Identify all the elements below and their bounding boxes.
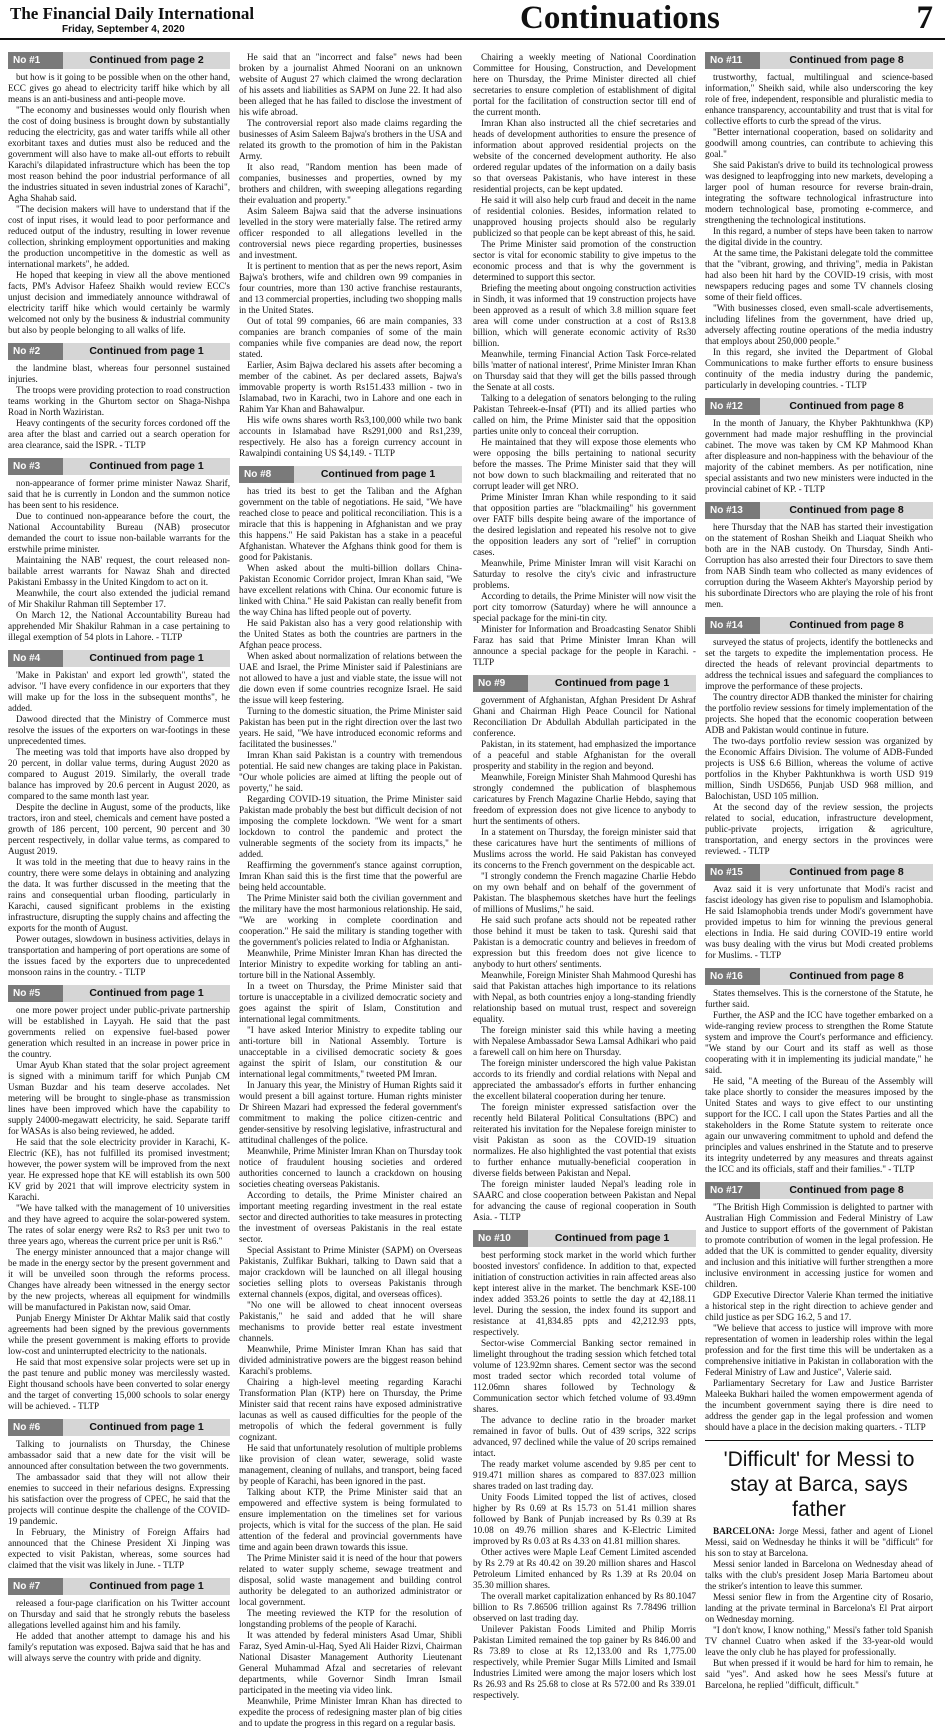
paragraph: Out of total 99 companies, 66 are main companies, 33 companies are branch companies of some of the main companies while five companies are dead now, the report stated. (239, 316, 462, 359)
continuation-header (473, 1230, 696, 1247)
paragraph: Maintaining the NAB' request, the court released non-bailable arrest warrants for Nawaz Shah and directed Pakistani Embassy in the United Kingdom to act on it. (8, 555, 230, 587)
paragraph: The Prime Minister said it is need of the hour that powers related to water supply scheme, sewage treatment and disposal, solid waste management and building control authority be delegated to an authorized administrator or local government. (239, 1553, 462, 1607)
paragraph: Dawood directed that the Ministry of Commerce must resolve the issues of the exporters on war-footings in these unprecedented times. (8, 714, 230, 746)
paragraph: Minister for Information and Broadcasting Senator Shibli Faraz has said that Prime Minister Imran Khan will announce a special package for the people in Karachi. - TLTP (473, 624, 696, 667)
story-number: No #10 (473, 1230, 528, 1247)
story-number: No #15 (705, 864, 760, 881)
paragraph: trustworthy, factual, multilingual and science-based information," Sheikh said, while also underscoring the key role of free, independent, responsible and pluralistic media to enhance transparency, accountability and trust that is vital for collective efforts to curb the spread of the virus. (705, 72, 933, 126)
story-number: No #8 (239, 466, 294, 483)
paragraph (705, 1526, 933, 1559)
continued-from-label: Continued from page 8 (760, 617, 933, 634)
continuation-no1 (8, 52, 230, 336)
paragraph: His wife owns shares worth Rs3,100,000 while two bank accounts in Islamabad have Rs291,000 and Rs1,239, respectively. He also has a foreign currency account in Rawalpindi containing US $4,149. - TLTP (239, 415, 462, 458)
paragraph: "I don't know, I know nothing," Messi's father told Spanish TV channel Cuatro when asked if the 33-year-old would leave the only club he has played for professionally. (705, 1625, 933, 1657)
paragraph: The foreign minister lauded Nepal's leading role in SAARC and close cooperation between Pakistan and Nepal for advancing the cause of regional cooperation in South Asia. - TLTP (473, 1179, 696, 1222)
story-body (705, 72, 933, 391)
paragraph: The energy minister announced that a major change will be made in the energy sector by the present government and it will be unveiled soon through the reforms process. Changes have already been witnessed in the energy sector by the new projects, whereas all equipment for windmills will be manufactured in Pakistan now, said Omar. (8, 1247, 230, 1312)
paragraph: Chairing a weekly meeting of National Coordination Committee for Housing, Construction, and Development here on Thursday, the Prime Minister directed all chief secretaries to ensure completion of establishment of digital portal for the facilitation of construction sector till end of the current month. (473, 52, 696, 117)
paragraph-text: Jorge Messi, father and agent of Lionel Messi, said on Wednesday he thinks it will be "difficult" for his son to stay at Barcelona. (705, 1526, 934, 1558)
paragraph: In February, the Ministry of Foreign Affairs had announced that the Chinese President Xi Jinping was expected to visit Pakistan, whereas, some sources had claimed that the visit was likely in June. - TLTP (8, 1527, 230, 1570)
paragraph: Imran Khan also instructed all the chief secretaries and heads of development authorities to ensure the presence of information about approved residential projects on the website of the concerned development authority. He also ordered regular updates of the information on a daily basis so that overseas Pakistanis, who have interest in these residential projects, can be kept updated. (473, 118, 696, 194)
paragraph: Other actives were Maple Leaf Cement Limited ascended by Rs 2.79 at Rs 40.42 on 39.20 million shares and Hascol Petroleum Limited enhanced by Rs 1.39 at Rs 20.04 on 35.30 million shares. (473, 1547, 696, 1590)
paragraph: government of Afghanistan, Afghan President Dr Ashraf Ghani and Chairman High Peace Council for National Reconciliation Dr Abdullah Abdullah participated in the conference. (473, 695, 696, 738)
paragraph: On March 12, the National Accountability Bureau had apprehended Mir Shakilur Rahman in a case pertaining to illegal exemption of 54 plots in Lahore. - TLTP (8, 610, 230, 642)
paragraph: Meanwhile, Prime Minister Imran Khan has directed the Interior Ministry to expedite working for tabling an anti-torture bill in the National Assembly. (239, 948, 462, 980)
continuation-header (8, 52, 230, 69)
paragraph: But when pressed if it would be hard for him to remain, he said "yes". And asked how he sees Messi's future at Barcelona, he replied "difficult, difficult." (705, 1658, 933, 1690)
continuation-no14 (705, 617, 933, 857)
paragraph: Messi senior landed in Barcelona on Wednesday ahead of talks with the club's president Josep Maria Bartomeu about the striker's intention to leave this summer. (705, 1559, 933, 1591)
paragraph: Imran Khan said Pakistan is a country with tremendous potential. He said new changes are taking place in Pakistan. "Our whole policies are aimed at lifting the people out of poverty," he said. (239, 750, 462, 793)
paragraph: Umar Ayub Khan stated that the solar project agreement is signed with a minimum tariff for which Punjab CM Usman Buzdar and his team deserve accolades. Net metering will be brought to single-phase as transmission lines have been improved which have the capability to supply 24000-megawatt electricity, he said. Separate tariff for WASAs is also being reviewed, he added. (8, 1060, 230, 1136)
continuation-no8 (239, 466, 462, 1729)
continuation-header (8, 343, 230, 360)
continued-from-label: Continued from page 1 (528, 675, 696, 692)
story-body (239, 486, 462, 1729)
paragraph: According to details, the Prime Minister chaired an important meeting regarding investment in the real estate sector and directed authorities to take measures in protecting the investment of overseas Pakistanis in the real estate sector. (239, 1190, 462, 1244)
paragraph: It is pertinent to mention that as per the news report, Asim Bajwa's brothers, wife and children own 99 companies in four countries, more than 130 active franchise restaurants, and 13 commercial properties, including two shopping malls in the United States. (239, 261, 463, 315)
continued-from-label: Continued from page 8 (760, 968, 933, 985)
paragraph: Avaz said it is very unfortunate that Modi's racist and fascist ideology has given rise to populism and Islamophobia. He said Islamophobia trends under Modi's government have provided impetus to him for winning the previous general elections in India. He said during COVID-19 entire world was busy dealing with the virus but Modi created problems for Muslims. - TLTP (705, 884, 933, 960)
continuation-no9 (473, 675, 696, 1223)
continuation-no16 (705, 968, 933, 1175)
story-number: No #6 (8, 1419, 63, 1436)
paragraph: Meanwhile, Prime Minister Imran Khan on Thursday took notice of fraudulent housing societies and ordered authorities concerned to launch a crackdown on housing societies cheating overseas Pakistanis. (239, 1146, 462, 1189)
paragraph: Special Assistant to Prime Minister (SAPM) on Overseas Pakistanis, Zulfikar Bukhari, talking to Dawn said that a major crackdown will be launched on all illegal housing societies selling plots to overseas Pakistanis through external channels (expos, digital, and overseas offices). (239, 1245, 462, 1299)
story-number: No #1 (8, 52, 63, 69)
paragraph: The two-days portfolio review session was organized by the Economic Affairs Division. The volume of ADB-Funded projects is US$ 6.6 Billion, whereas the volume of active portfolios in the Khyber Pakhtunkhwa is worth USD 919 million, Sindh USD656, Punjab USD 968 million, and Balochistan, USD 105 million. (705, 736, 933, 801)
paragraph: The country director ADB thanked the minister for chairing the portfolio review sessions for timely implementation of the projects. She hoped that the economic cooperation between ADB and Pakistan would continue in future. (705, 692, 933, 735)
story-number: No #11 (705, 52, 760, 69)
paragraph: Heavy contingents of the security forces cordoned off the area after the blast and carried out a search operation for area clearance, said the ISPR. - TLTP (8, 418, 230, 450)
story-body (473, 1250, 696, 1701)
paragraph: Meanwhile, Prime Minister Imran Khan has said that divided administrative powers are the biggest reason behind Karachi's problems. (239, 1344, 462, 1376)
paragraph: here Thursday that the NAB has started their investigation on the statement of Roshan Sheikh and Liaquat Sheikh who both are in the NAB custody. On Thursday, Sindh Anti-Corruption has also arrested their four Directors to save them from NAB Sindh team who collected as many evidences of corruption during the Waseem Akhter's Mayorship period by his subordinate Directors who are playing the role of his front men. (705, 522, 933, 609)
continuation-header (705, 502, 933, 519)
divider (705, 1440, 933, 1441)
paragraph: the landmine blast, whereas four personnel sustained injuries. (8, 363, 230, 384)
story-body (705, 637, 933, 857)
paragraph: "The decision makers will have to understand that if the cost of input rises, it would lead to poor performance and reduced output of the industry, resulting in lower revenue collection, shrinking employment opportunities and making the production uncompetitive in the domestic as well as international markets", he added. (8, 204, 230, 269)
continued-from-label: Continued from page 1 (63, 650, 230, 667)
story-body (8, 72, 230, 336)
paragraph: Talking about KTP, the Prime Minister said that an empowered and effective system is being formulated to ensure implementation on the timelines set for various projects, which is vital for the success of the plan. He said attention of the federal and provincial governments have time and again been drawn towards this issue. (239, 1487, 462, 1552)
paragraph: Reaffirming the government's stance against corruption, Imran Khan said this is the first time that the powerful are being held accountable. (239, 860, 462, 892)
column-4 (705, 52, 934, 1690)
paragraph: non-appearance of former prime minister Nawaz Sharif, said that he is currently in London and the summon notice has been sent to his residence. (8, 478, 230, 510)
continuation-no6 (8, 1419, 230, 1571)
paragraph: In the month of January, the Khyber Pakhtunkhwa (KP) government had made major reshuffling in the provincial cabinet. The move was taken by CM KP Mahmood Khan after displeasure and non-happiness with the behaviour of the majority of the cabinet members. As per notification, nine special assistants and two new ministers were inducted in the provincial cabinet of KP. - TLTP (705, 418, 933, 494)
continuation-no11 (705, 52, 933, 391)
paragraph: Parliamentary Secretary for Law and Justice Barrister Maleeka Bukhari hailed the women empowerment agenda of the incumbent government saying there is dire need to address the gender gap in the legal profession and women should have a place in the decision making quarters. - TLTP (705, 1378, 933, 1432)
continuation-no2 (8, 343, 230, 451)
continued-from-label: Continued from page 1 (63, 458, 230, 475)
story-body (8, 670, 230, 978)
paragraph: Messi senior flew in from the Argentine city of Rosario, landing at the private terminal in Barcelona's El Prat airport on Wednesday morning. (705, 1592, 933, 1624)
continuation-no5 (8, 985, 230, 1412)
continuation-header (705, 52, 933, 69)
continuation-header (239, 466, 462, 483)
paragraph: The meeting reviewed the KTP for the resolution of longstanding problems of the people of Karachi. (239, 1608, 462, 1629)
masthead (0, 0, 945, 40)
paragraph: Asim Saleem Bajwa said that the adverse insinuations levelled in the story were materially false. The retired army officer responded to all allegations levelled in the controversial news piece regarding properties, businesses and investment. (239, 206, 462, 260)
continued-from-label: Continued from page 1 (528, 1230, 696, 1247)
story-number: No #9 (473, 675, 528, 692)
story-body (8, 1439, 230, 1571)
article-body (705, 1526, 933, 1691)
story-body (705, 418, 933, 495)
paragraph: He said that the sole electricity provider in Karachi, K-Electric (KE), has not fulfilled its promised investment; however, the power system will be improved from the next year. He expressed hope that KE will establish its own 500 KV grid by 2021 that will improve electricity system in Karachi. (8, 1137, 230, 1202)
continuation-no7 (239, 52, 462, 459)
story-body (473, 695, 696, 1223)
paragraph: Pakistan, in its statement, had emphasized the importance of a peaceful and stable Afghanistan for the overall prosperity and stability in the region and beyond. (473, 739, 696, 771)
paragraph: surveyed the status of projects, identify the bottlenecks and set the targets to expedite the implementation process. He directed the heads of relevant provincial departments to address the technical issues and safeguard the compliances to improve the performance of these projects. (705, 637, 933, 691)
column-3 (473, 52, 696, 1700)
paragraph: but how is it going to be possible when on the other hand, ECC gives go ahead to electricity tariff hike which by all means is an anti-business and anti-people move. (8, 72, 230, 104)
continuation-no13 (705, 502, 933, 610)
continuation-header (705, 617, 933, 634)
paragraph: It also read, "Random mention has been made of companies, businesses and properties, owned by my brothers and children, with sweeping allegations regarding their evaluation and property." (239, 162, 462, 205)
paragraph: Unilever Pakistan Foods Limited and Philip Morris Pakistan Limited remained the top gainer by Rs 846.00 and Rs 73.89 to close at Rs 12,133.00 and Rs 1,775.00 respectively, while Premier Sugar Mills Limited and Ismail Industries Limited were among the major losers which lost Rs 26.93 and Rs 25.68 to close at Rs 572.00 and Rs 339.01 respectively. (473, 1624, 696, 1700)
story-body (8, 478, 230, 643)
continuation-header (473, 675, 696, 692)
story-body (705, 988, 933, 1175)
paragraph: has tried its best to get the Taliban and the Afghan government on the table of negotiations. He said, "We have reached close to peace and political reconciliation. This is a miracle that this is happening in Afghanistan and we pray this happens." He said Pakistan has a stake in a peaceful Afghanistan. Whatever the Afghans think good for them is good for Pakistanis. (239, 486, 462, 562)
paper-name: The Financial Daily International (10, 4, 255, 23)
paragraph: released a four-page clarification on his Twitter account on Thursday and said that he strongly rebuts the baseless allegations levelled against him and his family. (8, 1598, 230, 1630)
paragraph: The Prime Minister said promotion of the construction sector is vital for economic stability to give impetus to the economic process and that is why the government is determined to support this sector. (473, 239, 696, 282)
continuation-header (705, 1182, 933, 1199)
paragraph: The overall market capitalization enhanced by Rs 80.1047 billion to Rs 7.86506 trillion against Rs 7.78496 trillion observed on last trading day. (473, 1591, 696, 1623)
paragraph: one more power project under public-private partnership will be established in Layyah. He said that the past governments relied on expensive fuel-based power generation which resulted in an increase in power price in the country. (8, 1005, 230, 1059)
continued-from-label: Continued from page 1 (294, 466, 462, 483)
continued-from-label: Continued from page 8 (760, 864, 933, 881)
continuation-header (705, 864, 933, 881)
story-number: No #16 (705, 968, 760, 985)
story-body (8, 363, 230, 451)
paragraph: Meanwhile, terming Financial Action Task Force-related bills 'matter of national interest', Prime Minister Imran Khan on Thursday said that they will get the bills passed through the Senate at all costs. (473, 349, 696, 392)
paragraph: He said that unfortunately resolution of multiple problems like provision of clean water, sewerage, solid waste management, cleaning of nullahs, and transport, being faced by people of Karachi, has been ignored in the past. (239, 1443, 462, 1486)
page-number: 7 (916, 0, 933, 36)
paragraph: He said that an "incorrect and false" news had been broken by a journalist Ahmed Noorani on an unknown website of August 27 which claimed the wrong declaration of his assets and liabilities as SAPM on June 22. It had also been alleged that he has failed to disclose the investment of his wife abroad. (239, 52, 462, 117)
paragraph: "We believe that access to justice will improve with more representation of women in leadership roles within the legal profession and for the first time this will be undertaken as a comprehensive initiative in Pakistan in collaboration with the Federal Ministry of Law and Justice", Valerie said. (705, 1323, 933, 1377)
paragraph: The troops were providing protection to road construction teams working in the Ghurtom sector on Shaga-Nishpa Road in North Waziristan. (8, 385, 230, 417)
paragraph: Meanwhile, Prime Minister Imran Khan has directed to expedite the process of redesigning master plan of big cities and to update the progress in this regard on a regular basis. (239, 1696, 462, 1728)
paragraph: Chairing a high-level meeting regarding Karachi Transformation Plan (KTP) here on Thursday, the Prime Minister said that recent rains have exposed administrative lacunas as well as caused difficulties for the people of the metropolis of which the federal government is fully cognizant. (239, 1377, 462, 1442)
paragraph: "The British High Commission is delighted to partner with Australian High Commission and Federal Ministry of Law and Justice to support efforts of the government of Pakistan to promote contribution of women in the legal profession. He added that the UK is committed to gender equality, diversity and inclusion and this initiative will further strengthen a more inclusive environment in accessing justice for women and children. (705, 1202, 933, 1289)
column-1 (8, 52, 230, 1663)
story-body (705, 884, 933, 961)
story-number: No #5 (8, 985, 63, 1002)
paragraph: Further, the ASP and the ICC have together embarked on a wide-ranging review process to strengthen the Rome Statute system and improve the Court's performance and efficiency. "We stand by our Court and its staff as well as those cooperating with it in implementing its judicial mandate," he said. (705, 1010, 933, 1075)
continued-from-label: Continued from page 8 (760, 502, 933, 519)
paragraph: He said that most expensive solar projects were set up in the past tenure and public money was mercilessly wasted. Eight thousand schools have been converted to solar energy and the target of converting 15,000 schools to solar energy will be achieved. - TLTP (8, 1357, 230, 1411)
continuation-no7 (8, 1578, 230, 1664)
paragraph: The foreign minister expressed satisfaction over the recently held Bilateral Political Consultations (BPC) and reiterated his invitation for the Nepalese foreign minister to visit Pakistan as soon as the COVID-19 situation normalizes. He also highlighted the vast potential that exists to further enhance mutually-beneficial cooperation in diverse fields between Pakistan and Nepal. (473, 1102, 696, 1178)
story-number: No #17 (705, 1182, 760, 1199)
story-body (705, 522, 933, 610)
paragraph: Due to continued non-appearance before the court, the National Accountability Bureau (NAB) prosecutor demanded the court to issue non-bailable warrants for the erstwhile prime minister. (8, 511, 230, 554)
paragraph: She said Pakistan's drive to build its technological prowess was designed to leapfrogging into new markets, developing a larger pool of human resource for reverse brain-drain, integrating the software technological infrastructure into modern technological base, promoting e-commerce, and strengthening the technological institutions. (705, 160, 933, 225)
continuation-header (8, 458, 230, 475)
paragraph: Despite the decline in August, some of the products, like tractors, iron and steel, chemicals and cement have posted a growth of 186 percent, 100 percent, 90 percent and 30 percent respectively, in dollar value terms, as compared to August 2019. (8, 802, 230, 856)
continued-from-label: Continued from page 1 (63, 985, 230, 1002)
paragraph: The foreign minister said this while having a meeting with Nepalese Ambassador Sewa Lamsal Adhikari who paid a farewell call on him here on Thursday. (473, 1025, 696, 1057)
continued-from-label: Continued from page 1 (63, 343, 230, 360)
continuation-header (705, 968, 933, 985)
paragraph: Prime Minister Imran Khan while responding to it said that opposition parties are "blackmailing" his government over FATF bills despite being aware of the importance of the desired legislation and repeated his resolve not to give the opposition leaders any sort of "relief" in corruption cases. (473, 492, 696, 557)
paragraph: Power outages, slowdown in business activities, delays in transportation and hampering of port operations are some of the issues faced by the exporters due to unprecedented monsoon rains in the country. - TLTP (8, 934, 230, 977)
story-number: No #2 (8, 343, 63, 360)
paragraph: Meanwhile, Prime Minister Imran will visit Karachi on Saturday to resolve the city's civic and infrastructure problems. (473, 558, 696, 590)
continuation-header (8, 1419, 230, 1436)
continuation-header (8, 650, 230, 667)
paragraph: Sector-wise Commercial Banking sector remained in limelight throughout the trading session which fetched total volume of 123.92mn shares. Cement sector was the second most traded sector which recorded total volume of 112.06mn shares followed by Technology & Communication sector which fetched volume of 93.49mn shares. (473, 1338, 696, 1414)
continued-from-label: Continued from page 1 (63, 1419, 230, 1436)
paragraph: "No one will be allowed to cheat innocent overseas Pakistanis," he said and added that he will share mechanisms to provide better real estate investment channels. (239, 1300, 462, 1343)
paragraph: The Prime Minister said both the civilian government and the military have the most harmonious relationship. He said, "We are working in complete coordination and cooperation." He said the military is standing together with the government's policies related to India or Afghanistan. (239, 893, 462, 947)
continuation-header (8, 985, 230, 1002)
paragraph: He maintained that they will expose those elements who were opposing the bills pertaining to national security before the masses. The Prime Minister said that they will not bow down to such blackmailing and reiterated that no corrupt leader will get NRO. (473, 437, 696, 491)
paragraph: Unity Foods Limited topped the list of actives, closed higher by Rs 0.69 at Rs 15.73 on 51.41 million shares followed by Bank of Punjab increased by Rs 0.39 at Rs 10.08 on 49.76 million shares and K-Electric Limited improved by Rs 0.03 at Rs 4.33 on 41.81 million shares. (473, 1492, 696, 1546)
paragraph: He added that another attempt to damage his and his family's reputation was exposed. Bajwa said that he has and will always serve the country with pride and dignity. (8, 1631, 230, 1663)
paragraph: When asked about the multi-billion dollars China-Pakistan Economic Corridor project, Imran Khan said, "We have excellent relations with China. Our economic future is linked with China." He said Pakistan can really benefit from the way China has lifted people out of poverty. (239, 563, 462, 617)
paragraph: The controversial report also made claims regarding the businesses of Asim Saleem Bajwa's brothers in the USA and related its growth to the promotion of him in the Pakistan Army. (239, 118, 462, 161)
paragraph: 'Make in Pakistan' and export led growth", stated the advisor. "I have every confidence in our exporters that they will make up for the loss in the subsequent months", he added. (8, 670, 230, 713)
paragraph: The advance to decline ratio in the broader market remained in favor of bulls. Out of 439 scrips, 322 scrips advanced, 97 declined while the value of 20 scrips remained intact. (473, 1415, 696, 1458)
story-body (8, 1598, 230, 1664)
paragraph: Talking to journalists on Thursday, the Chinese ambassador said that a new date for the visit will be announced after consultation between the two governments. (8, 1439, 230, 1471)
continuation-no10 (473, 1230, 696, 1701)
continuation-no3 (8, 458, 230, 643)
story-body (705, 1202, 933, 1433)
paragraph: "I have asked Interior Ministry to expedite tabling our anti-torture bill in National Assembly. Torture is unacceptable in a civilised democratic society & goes against the spirit of Islam, our constitution & our international legal commitments," tweeted PM Imran. (239, 1025, 462, 1079)
paragraph: States themselves. This is the cornerstone of the Statute, he further said. (705, 988, 933, 1009)
paragraph: Briefing the meeting about ongoing construction activities in Sindh, it was informed that 19 construction projects have been approved as a result of which 3.8 million square feet area will come under construction at a cost of Rs13.8 billion, which will generate economic activity of Rs30 billion. (473, 283, 696, 348)
story-number: No #14 (705, 617, 760, 634)
paragraph: When asked about normalization of relations between the UAE and Israel, the Prime Minister said if Palestinians are not allowed to have a just and viable state, the issue will not die down even if some countries recognize Israel. He said the issue will keep festering. (239, 651, 462, 705)
paragraph: "The economy and businesses would only flourish when the cost of doing business is brought down by substantially reducing the electricity, gas and water tariffs while all other exorbitant taxes and duties must also be reduced and the government will also have to make all-out efforts to rebuilt Karachi's dilapidated infrastructure which has been the top most reason behind the poor industrial performance of all the industries situated in seven industrial zones of Karachi", Agha Shahab said. (8, 105, 230, 203)
continuation-no8 (473, 52, 696, 668)
paragraph: According to details, the Prime Minister will now visit the port city tomorrow (Saturday) where he will announce a special package for the mini-tin city. (473, 591, 696, 623)
paragraph: He said, "A meeting of the Bureau of the Assembly will take place shortly to consider the measures imposed by the United States and ways to give effect to our unstinting support for the ICC. I call upon the States Parties and all the stakeholders in the Rome Statute system to reiterate once again our unwavering commitment to uphold and defend the principles and values enshrined in the Statute and to preserve its integrity undeterred by any measures and threats against the ICC and its officials, staff and their families." - TLTP (705, 1076, 933, 1174)
continued-from-label: Continued from page 8 (760, 52, 933, 69)
dateline: BARCELONA: (713, 1526, 775, 1536)
paragraph: "With businesses closed, even small-scale advertisements, including lifelines from the government, have dried up, adversely affecting routine operations of the media industry that employs about 250,000 people." (705, 303, 933, 346)
paragraph: best performing stock market in the world which further boosted investors' confidence. In addition to that, expected initiation of construction activities in rain affected areas also kept interest alive in the market. The benchmark KSE-100 index added 353.26 points to settle the day at 42,188.11 level. During the session, the index found its support and resistance at 41,834.85 ppts and 42,212.93 ppts, respectively. (473, 1250, 696, 1337)
paragraph: The foreign minister underscored the high value Pakistan accords to its friendly and cordial relations with Nepal and appreciated the ambassador's efforts in further enhancing the excellent bilateral cooperation during her tenure. (473, 1058, 696, 1101)
paragraph: In a statement on Thursday, the foreign minister said that these caricatures have hurt the sentiments of millions of Muslims across the world. He said Pakistan has conveyed its concerns to the French government on the despicable act. (473, 827, 696, 870)
headline: 'Difficult' for Messi to stay at Barca, says father (723, 1448, 915, 1521)
paragraph: GDP Executive Director Valerie Khan termed the initiative a historical step in the right direction to achieve gender and child justice as per SDG 16.2, 5 and 17. (705, 1290, 933, 1322)
story-body (239, 52, 462, 459)
continuation-header (8, 1578, 230, 1595)
continued-from-label: Continued from page 8 (760, 1182, 933, 1199)
paragraph: Talking to a delegation of senators belonging to the ruling Pakistan Tehreek-e-Insaf (PTI) and its allied parties who called on him, the Prime Minister said that the opposition parties unite only to conceal their corruption. (473, 393, 696, 436)
story-number: No #4 (8, 650, 63, 667)
paragraph: He said such profane acts should not be repeated rather those behind it must be taken to task. Qureshi said that Pakistan is a democratic country and believes in freedom of expression but this freedom does not give licence to anybody to hurt others' sentiments. (473, 915, 696, 969)
section-title: Continuations (520, 0, 720, 36)
issue-date: Friday, September 4, 2020 (62, 24, 185, 35)
paragraph: "I strongly condemn the French magazine Charlie Hebdo on my own behalf and on behalf of the government of Pakistan. The blasphemous sketches have hurt the feelings of millions of Muslims," he said. (473, 871, 696, 914)
paragraph: Turning to the domestic situation, the Prime Minister said Pakistan has been put in the right direction over the last two years. He said, "We have introduced economic reforms and facilitated the businesses." (239, 706, 462, 749)
story-number: No #3 (8, 458, 63, 475)
paragraph: Meanwhile, Foreign Minister Shah Mahmood Qureshi has said that Pakistan attaches high importance to its relations with Nepal, as both countries enjoy a long-standing friendly relationship based on mutual trust, respect and sovereign equality. (473, 970, 696, 1024)
story-number: No #13 (705, 502, 760, 519)
paragraph: Punjab Energy Minister Dr Akhtar Malik said that costly agreements had been signed by the previous governments while the present government is making efforts to provide low-cost and uninterrupted electricity to the nationals. (8, 1313, 230, 1356)
paragraph: Meanwhile, Foreign Minister Shah Mahmood Qureshi has strongly condemned the publication of blasphemous caricatures by French Magazine Charlie Hebdo, saying that freedom of expression does not give licence to anybody to hurt the sentiments of others. (473, 772, 696, 826)
paragraph: He said Pakistan also has a very good relationship with the United States as both the countries are partners in the Afghan peace process. (239, 618, 462, 650)
paragraph: In this regard, she invited the Department of Global Communications to make further efforts to ensure business continuity of the media industry during the pandemic, particularly in developing countries. - TLTP (705, 347, 933, 390)
messi-article (705, 1447, 933, 1691)
continuation-header (705, 398, 933, 415)
continuation-no15 (705, 864, 933, 961)
paragraph: The ambassador said that they will not allow their enemies to succeed in their nefarious designs. Expressing his satisfaction over the progress of CPEC, he said that the projects will continue despite the challenge of the COVID-19 pandemic. (8, 1472, 230, 1526)
paragraph: It was attended by federal ministers Asad Umar, Shibli Faraz, Syed Amin-ul-Haq, Syed Ali Haider Rizvi, Chairman National Disaster Management Authority Lieutenant General Muhammad Afzal and secretaries of relevant departments, while Governor Sindh Imran Ismail participated in the meeting via video link. (239, 1630, 462, 1695)
column-2 (239, 52, 463, 1728)
paragraph: "Better international cooperation, based on solidarity and goodwill among countries, can contribute to achieving this goal." (705, 127, 933, 159)
continued-from-label: Continued from page 8 (760, 398, 933, 415)
paragraph: At the second day of the review session, the projects related to social, education, infrastructure development, public-private projects, irrigation & agriculture, transportation, and energy sectors in the provinces were reviewed. - TLTP (705, 802, 933, 856)
paragraph: Earlier, Asim Bajwa declared his assets after becoming a member of the cabinet. As per declared assets, Bajwa's immovable property is worth Rs151.433 million - two in Islamabad, two in Karachi, two in Lahore and one each in Rahim Yar Khan and Bahawalpur. (239, 360, 462, 414)
paragraph: In a tweet on Thursday, the Prime Minister said that torture is unacceptable in a civilized democratic society and goes against the spirit of Islam, Constitution and international legal commitments. (239, 981, 462, 1024)
paragraph: He said it will also help curb fraud and deceit in the name of residential colonies. Besides, information related to unapproved housing projects should also be regularly publicized so that people can be kept abreast of this, he said. (473, 195, 696, 238)
story-number: No #12 (705, 398, 760, 415)
story-body (473, 52, 696, 668)
paragraph: At the same time, the Pakistani delegate told the committee that the "vibrant, growing, and thriving", media in Pakistan had also been hit hard by the COVID-19 crisis, with most newspapers reducing pages and some TV channels closing some of their field offices. (705, 248, 933, 302)
continuation-no17 (705, 1182, 933, 1433)
paragraph: He hoped that keeping in view all the above mentioned facts, PM's Advisor Hafeez Shaikh would review ECC's unjust decision and immediately announce withdrawal of electricity tariff hike which would certainly be warmly welcomed not only by the business & industrial community but also by people belonging to all walks of life. (8, 270, 230, 335)
paragraph: In January this year, the Ministry of Human Rights said it would present a bill against torture. Human rights minister Dr Shireen Mazari had expressed the federal government's commitment to making the police citizen-centric and gender-sensitive by resolving legislative, infrastructural and attitudinal challenges of the police. (239, 1080, 462, 1145)
story-number: No #7 (8, 1578, 63, 1595)
story-body (8, 1005, 230, 1412)
paragraph: The ready market volume ascended by 9.85 per cent to 919.471 million shares as compared to 837.023 million shares traded on last trading day. (473, 1459, 696, 1491)
continued-from-label: Continued from page 1 (63, 1578, 230, 1595)
continued-from-label: Continued from page 2 (63, 52, 230, 69)
paragraph: In this regard, a number of steps have been taken to narrow the digital divide in the country. (705, 226, 933, 247)
continuation-no4 (8, 650, 230, 978)
paragraph: It was told in the meeting that due to heavy rains in the country, there were some delays in obtaining and analyzing the data. It was further discussed in the meeting that the rains and consequential urban flooding, particularly in Karachi, caused significant problems in the existing infrastructure, disrupting the supply chains and affecting the exports for the month of August. (8, 857, 230, 933)
continuation-no12 (705, 398, 933, 495)
paragraph: Meanwhile, the court also extended the judicial remand of Mir Shakilur Rahman till September 17. (8, 588, 230, 609)
paragraph: Regarding COVID-19 situation, the Prime Minister said Pakistan made probably the best but difficult decision of not imposing the complete lockdown. "We went for a smart lockdown to control the pandemic and protect the vulnerable segments of the society from its impacts," he added. (239, 794, 462, 859)
paragraph: The meeting was told that imports have also dropped by 20 percent, in dollar value terms, during August 2020 as compared to August 2019. Similarly, the overall trade balance has improved by 20.6 percent in August 2020, as compared to the same month last year. (8, 747, 230, 801)
paragraph: "We have talked with the management of 10 universities and they have agreed to acquire the solar-powered system. The rates of solar energy were Rs2 to Rs3 per unit two to three years ago, whereas the current price per unit is Rs6." (8, 1203, 230, 1246)
